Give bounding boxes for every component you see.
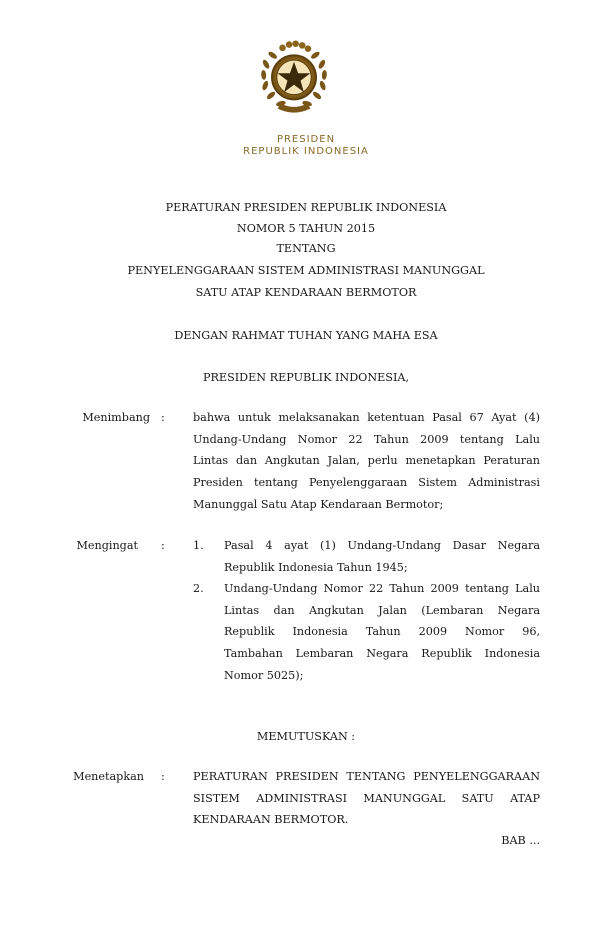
emblem-caption-president: PRESIDEN [276,134,336,145]
menetapkan-label: Menetapkan [73,770,144,783]
regulation-about: TENTANG [276,242,336,255]
menetapkan-line: PERATURAN PRESIDEN TENTANG PENYELENGGARAAN [193,770,540,783]
regulation-subject-line2: SATU ATAP KENDARAAN BERMOTOR [195,286,417,299]
menimbang-text [193,407,540,516]
menimbang-line: Undang-Undang Nomor 22 Tahun 2009 tentang Lalu [193,432,540,446]
mengingat-item-line: Republik Indonesia Tahun 2009 Nomor 96, [224,625,540,639]
mengingat-label: Mengingat [76,539,138,552]
mengingat-item-line: Undang-Undang Nomor 22 Tahun 2009 tentang Lalu [224,582,540,595]
issuer: PRESIDEN REPUBLIK INDONESIA, [202,371,410,384]
invocation: DENGAN RAHMAT TUHAN YANG MAHA ESA [174,329,438,342]
emblem-caption-republic: REPUBLIK INDONESIA [243,146,369,157]
memutuskan-heading: MEMUTUSKAN : [256,730,356,743]
mengingat-item-2 [224,578,540,687]
mengingat-item-number: 2. [193,582,204,595]
mengingat-item-number: 1. [193,539,204,552]
menimbang-line: Manunggal Satu Atap Kendaraan Bermotor; [193,497,444,511]
garuda-star-emblem-icon [253,38,335,120]
mengingat-item-line: Lintas dan Angkutan Jalan (Lembaran Negara [224,603,540,617]
mengingat-item-line: Nomor 5025); [224,668,304,682]
regulation-title: PERATURAN PRESIDEN REPUBLIK INDONESIA [165,201,447,214]
mengingat-item-line: Republik Indonesia Tahun 1945; [224,560,408,574]
menimbang-line: bahwa untuk melaksanakan ketentuan Pasal 67 Ayat (4) [193,411,540,424]
mengingat-colon: : [161,539,165,552]
mengingat-item-1 [224,535,540,578]
continuation-marker: BAB ... [501,834,540,847]
menetapkan-line: SISTEM ADMINISTRASI MANUNGGAL SATU ATAP [193,791,540,805]
menimbang-label: Menimbang [82,411,150,424]
menimbang-line: Lintas dan Angkutan Jalan, perlu menetapkan Peraturan [193,454,540,468]
regulation-number: NOMOR 5 TAHUN 2015 [236,222,376,235]
mengingat-item-line: Pasal 4 ayat (1) Undang-Undang Dasar Negara [224,539,540,552]
menetapkan-colon: : [161,770,165,783]
menetapkan-text [193,766,540,831]
menimbang-line: Presiden tentang Penyelenggaraan Sistem Administrasi [193,476,540,490]
mengingat-item-line: Tambahan Lembaran Negara Republik Indonesia [224,647,540,661]
menetapkan-line: KENDARAAN BERMOTOR. [193,813,349,827]
emblem-graphic [253,38,335,120]
menimbang-colon: : [161,411,165,424]
regulation-subject-line1: PENYELENGGARAAN SISTEM ADMINISTRASI MANUNGGAL [127,264,485,277]
